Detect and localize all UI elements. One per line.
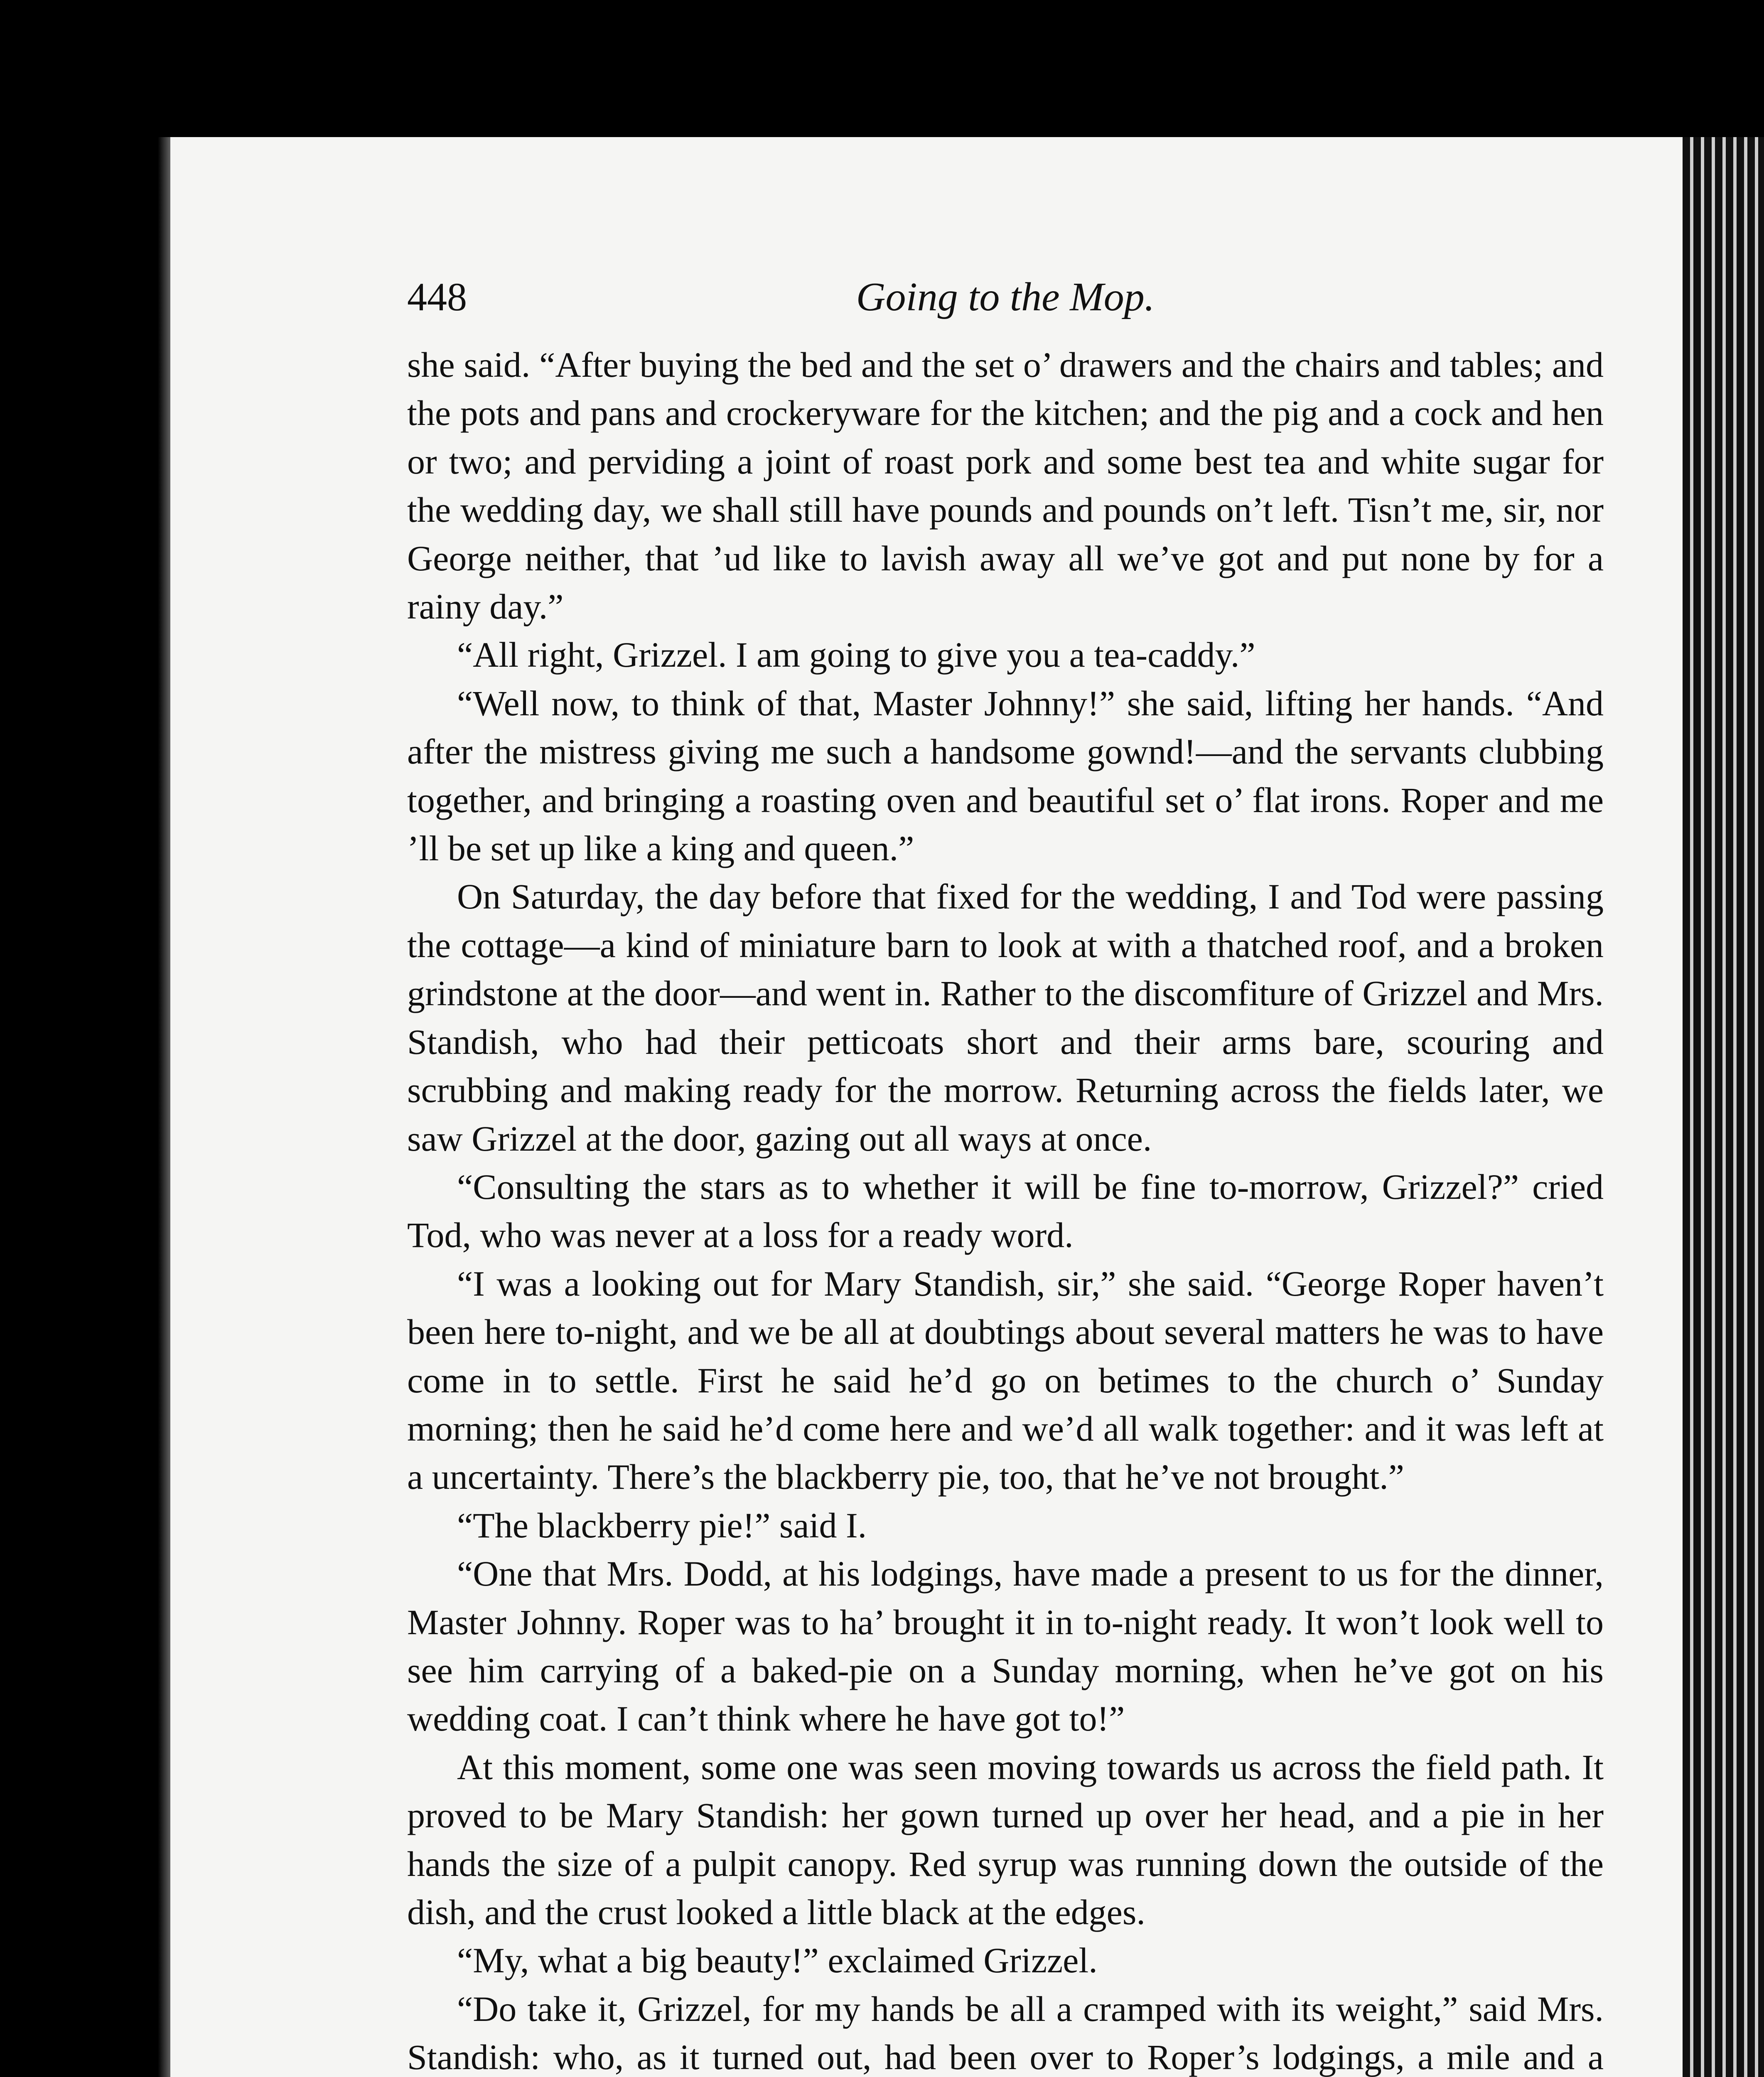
body-text <box>407 341 1604 2077</box>
paragraph: At this moment, some one was seen moving towards us across the field path. It proved to be Mary Standish: her gown turned up over her head, and a pie in her hands the size of a pulpit canopy. Red syrup was running down the outside of the dish, and the crust looked a little black at the edges. <box>407 1747 1604 1932</box>
running-title: Going to the Mop. <box>856 275 1155 319</box>
paragraph: “Do take it, Grizzel, for my hands be all a cramped with its weight,” said Mrs. Standish: who, as it turned out, had been over to Roper’s lodgings, a mile and a <box>407 1989 1604 2077</box>
page-header <box>407 270 1604 324</box>
adjacent-page-edge <box>1683 137 1764 2077</box>
paragraph: “I was a looking out for Mary Standish, sir,” she said. “George Roper haven’t been here to-night, and we be all at doubtings about several matters he was to have come in to settle. First he said he’d go on betimes to the church o’ Sunday morning; then he said he’d come here and we’d all walk together: and it was left at a uncertainty. There’s the blackberry pie, too, that he’ve not brought.” <box>407 1263 1604 1497</box>
paragraph: “Well now, to think of that, Master Johnny!” she said, lifting her hands. “And after the mistress giving me such a handsome gownd!—and the servants clubbing together, and bringing a roasting oven and beautiful set o’ flat irons. Roper and me ’ll be set up like a king and queen.” <box>407 683 1604 869</box>
paragraph: “The blackberry pie!” said I. <box>457 1505 867 1545</box>
paragraph: “My, what a big beauty!” exclaimed Grizzel. <box>457 1940 1098 1981</box>
paragraph: she said. “After buying the bed and the set o’ drawers and the chairs and tables; and the pots and pans and crockeryware for the kitchen; and the pig and a cock and hen or two; and perviding a joint of roast pork and some best tea and white sugar for the wedding day, we shall still have pounds and pounds on’t left. Tisn’t me, sir, nor George neither, that ’ud like to lavish away all we’ve got and put none by for a rainy day.” <box>407 345 1604 627</box>
paragraph: “All right, Grizzel. I am going to give you a tea-caddy.” <box>457 635 1255 675</box>
paragraph: On Saturday, the day before that fixed for the wedding, I and Tod were passing the cottage—a kind of miniature barn to look at with a thatched roof, and a broken grindstone at the door—and went in. Rather to the discomfiture of Grizzel and Mrs. Standish, who had their petticoats short and their arms bare, scouring and scrubbing and making ready for the morrow. Returning across the fields later, we saw Grizzel at the door, gazing out all ways at once. <box>407 876 1604 1159</box>
paragraph: “One that Mrs. Dodd, at his lodgings, have made a present to us for the dinner, Master Johnny. Roper was to ha’ brought it in to-night ready. It won’t look well to see him carrying of a baked-pie on a Sunday morning, when he’ve got on his wedding coat. I can’t think where he have got to!” <box>407 1554 1604 1739</box>
page-number: 448 <box>407 275 467 319</box>
paragraph: “Consulting the stars as to whether it will be fine to-morrow, Grizzel?” cried Tod, who was never at a loss for a ready word. <box>407 1166 1604 1255</box>
